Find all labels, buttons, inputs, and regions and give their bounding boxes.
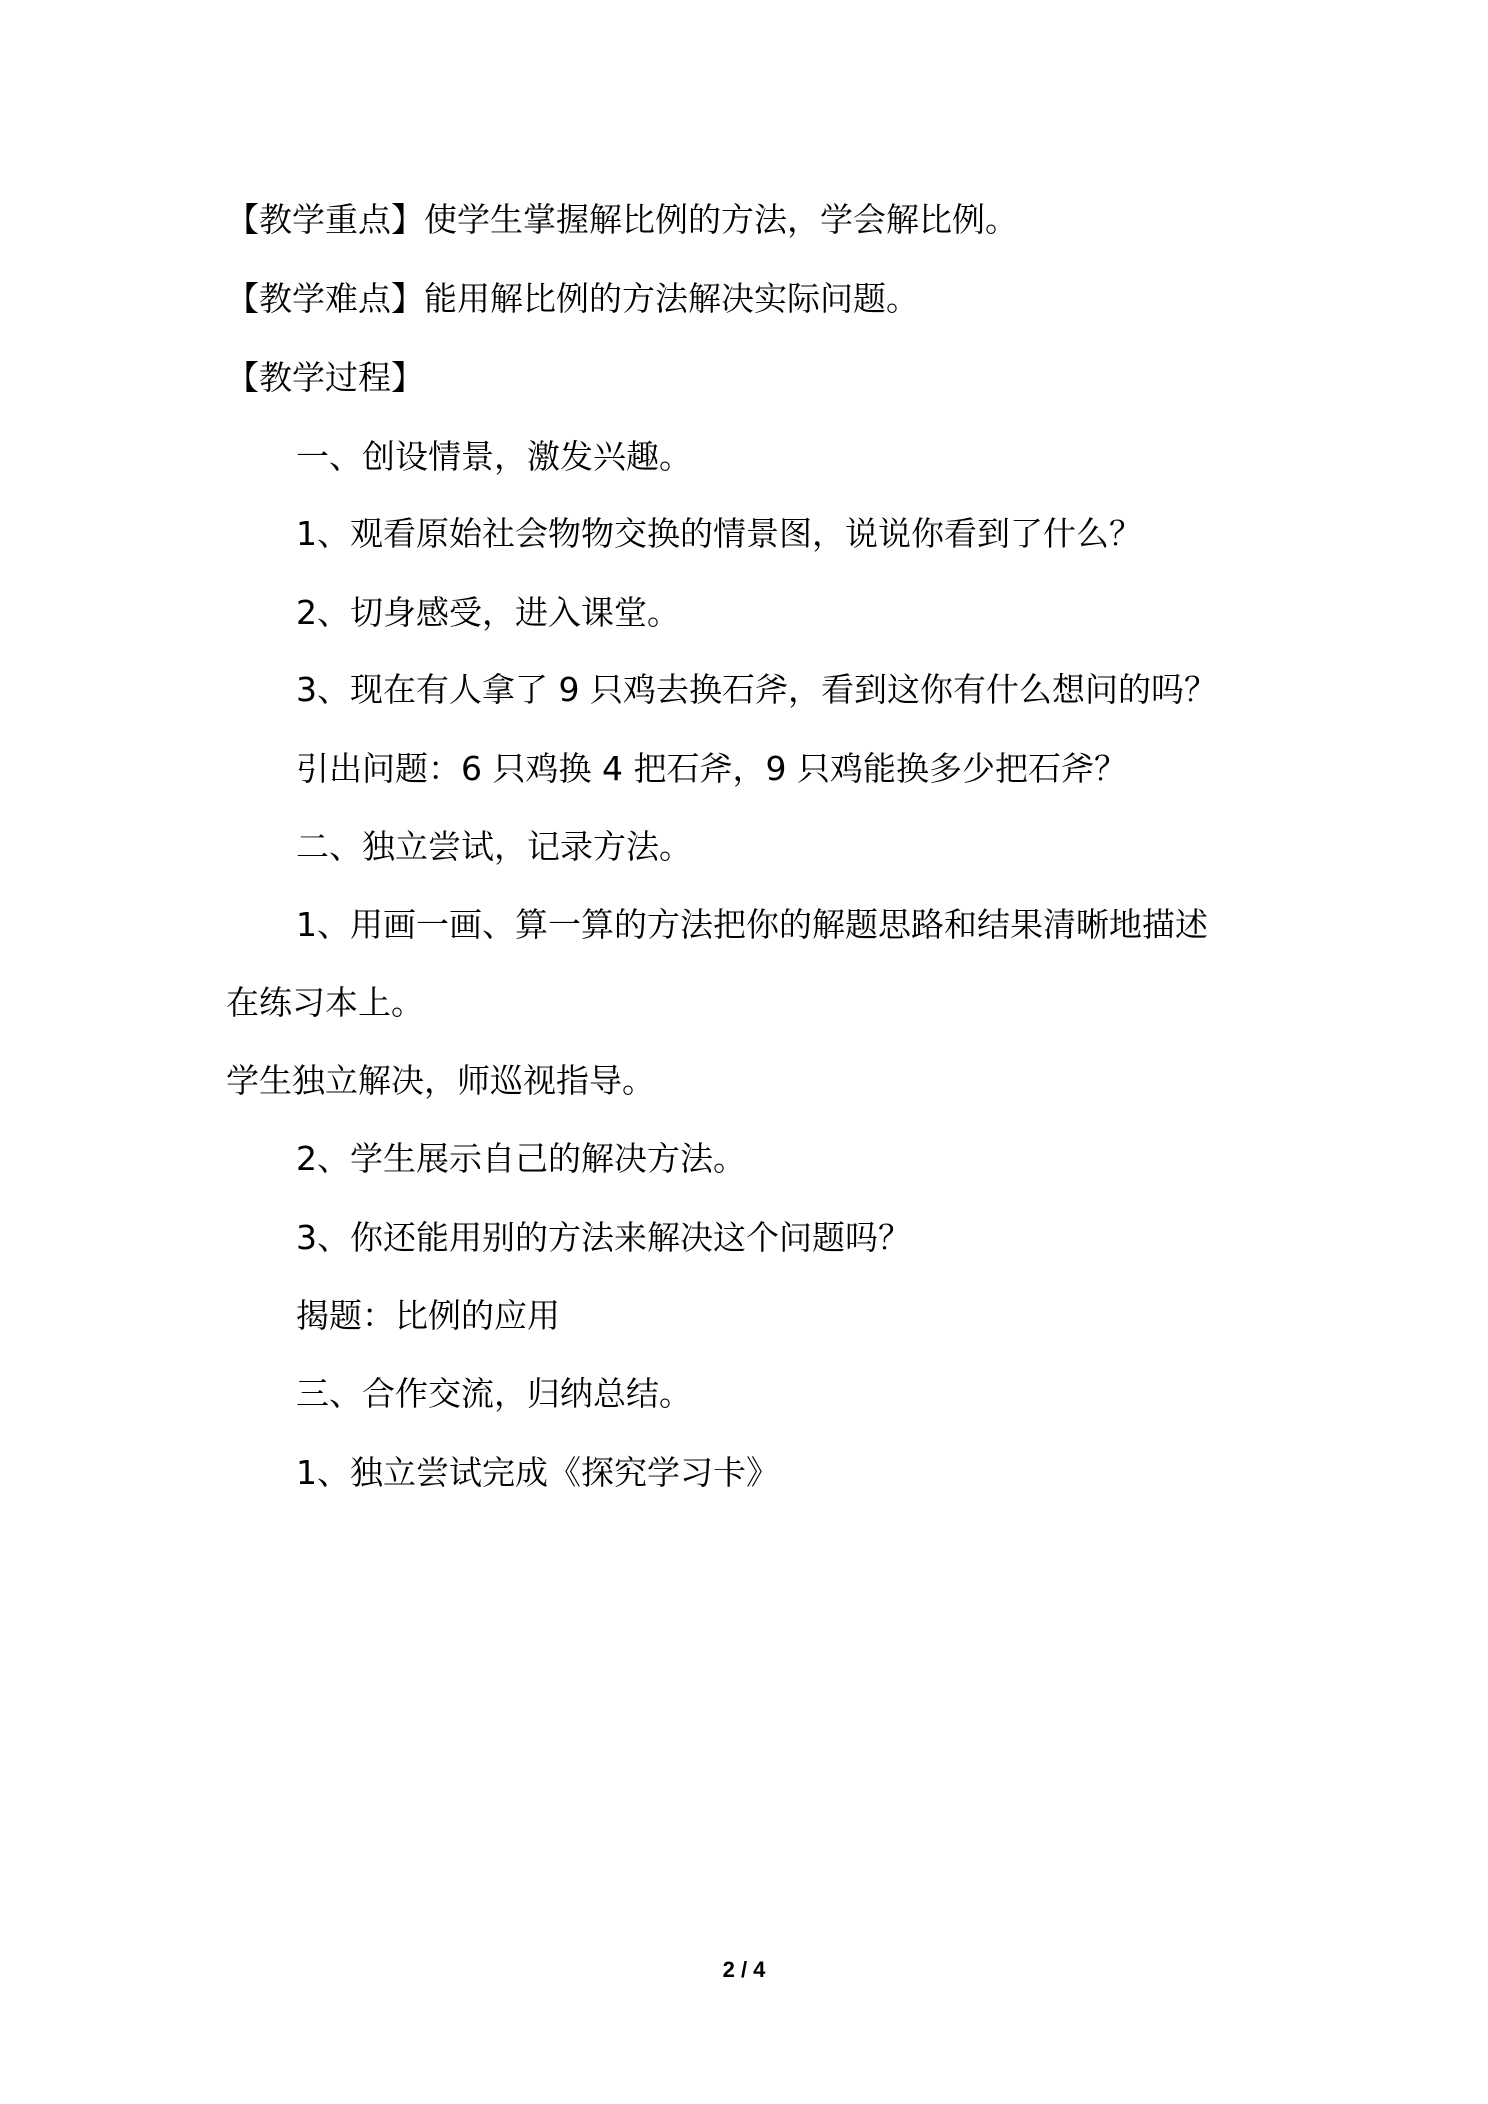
paragraph-line: 在练习本上。 bbox=[226, 983, 424, 1022]
page-number: 2 / 4 bbox=[722, 1957, 766, 1982]
section-heading-two: 二、独立尝试，记录方法。 bbox=[296, 827, 692, 866]
teaching-difficulty-line: 【教学难点】能用解比例的方法解决实际问题。 bbox=[226, 279, 919, 318]
paragraph-line: 1、独立尝试完成《探究学习卡》 bbox=[296, 1453, 779, 1492]
paragraph-line: 3、你还能用别的方法来解决这个问题吗？ bbox=[296, 1218, 911, 1257]
paragraph-line: 1、用画一画、算一算的方法把你的解题思路和结果清晰地描述 bbox=[296, 905, 1208, 944]
section-heading-three: 三、合作交流，归纳总结。 bbox=[296, 1374, 692, 1413]
paragraph-line: 2、切身感受，进入课堂。 bbox=[296, 593, 680, 632]
teaching-process-heading: 【教学过程】 bbox=[226, 358, 424, 397]
paragraph-line: 1、观看原始社会物物交换的情景图，说说你看到了什么？ bbox=[296, 514, 1142, 553]
teaching-focus-line: 【教学重点】使学生掌握解比例的方法，学会解比例。 bbox=[226, 200, 1018, 239]
paragraph-line: 引出问题：6 只鸡换 4 把石斧，9 只鸡能换多少把石斧？ bbox=[296, 749, 1127, 788]
paragraph-line: 3、现在有人拿了 9 只鸡去换石斧，看到这你有什么想问的吗？ bbox=[296, 670, 1217, 709]
paragraph-line: 学生独立解决，师巡视指导。 bbox=[226, 1061, 655, 1100]
paragraph-line: 揭题：比例的应用 bbox=[296, 1296, 560, 1335]
paragraph-line: 2、学生展示自己的解决方法。 bbox=[296, 1139, 746, 1178]
section-heading-one: 一、创设情景，激发兴趣。 bbox=[296, 437, 692, 476]
